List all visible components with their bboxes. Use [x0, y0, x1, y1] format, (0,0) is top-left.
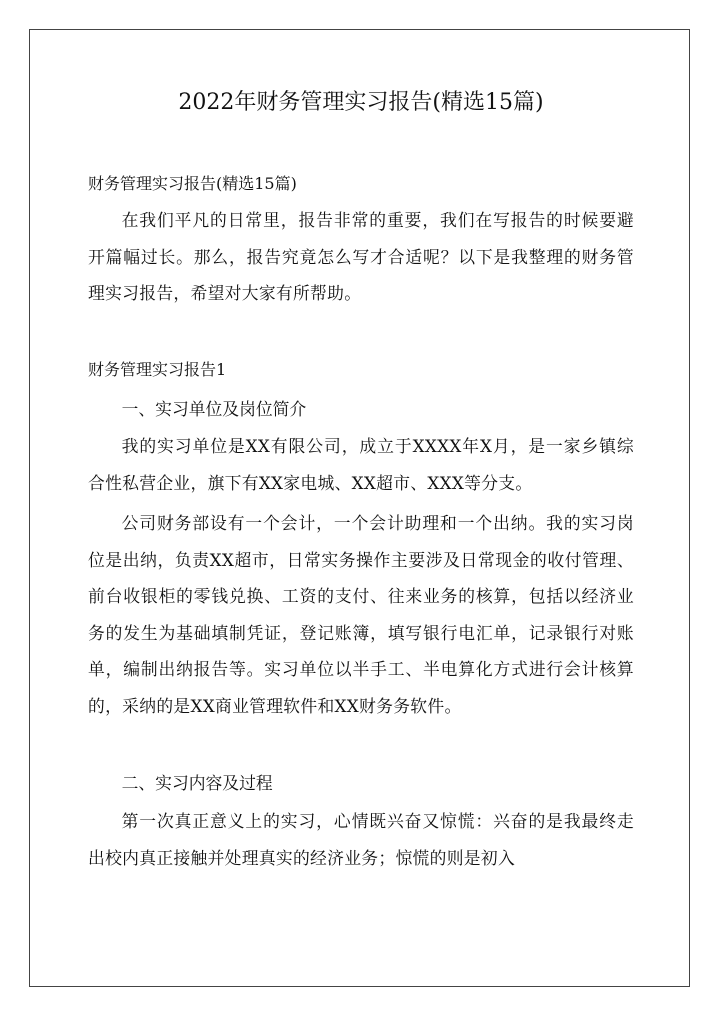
document-title: 2022年财务管理实习报告(精选15篇) — [178, 90, 544, 115]
intro-paragraph: 在我们平凡的日常里，报告非常的重要，我们在写报告的时候要避开篇幅过长。那么，报告究竟怎么写才合适呢？以下是我整理的财务管理实习报告，希望对大家有所帮助。 — [88, 210, 634, 303]
document-subtitle: 财务管理实习报告(精选15篇) — [88, 174, 297, 193]
section-2-paragraph-1: 第一次真正意义上的实习，心情既兴奋又惊慌：兴奋的是我最终走出校内真正接触并处理真实的经济业务；惊慌的则是初入 — [88, 811, 634, 868]
section-1-paragraph-2: 公司财务部设有一个会计，一个会计助理和一个出纳。我的实习岗位是出纳，负责XX超市，日常实务操作主要涉及日常现金的收付管理、前台收银柜的零钱兑换、工资的支付、往来业务的核算，包括以经济业务的发生为基础填制凭证，登记账簿，填写银行电汇单，记录银行对账单，编制出纳报告等。实习单位以半手工、半电算化方式进行会计核算的，采纳的是XX商业管理软件和XX财务务软件。 — [88, 513, 634, 716]
report-1-heading: 财务管理实习报告1 — [88, 360, 227, 379]
section-2-heading: 二、实习内容及过程 — [121, 773, 273, 793]
section-1-paragraph-1: 我的实习单位是XX有限公司，成立于XXXX年X月，是一家乡镇综合性私营企业，旗下有XX家电城、XX超市、XXX等分支。 — [88, 436, 634, 493]
section-1-heading: 一、实习单位及岗位简介 — [121, 399, 307, 419]
